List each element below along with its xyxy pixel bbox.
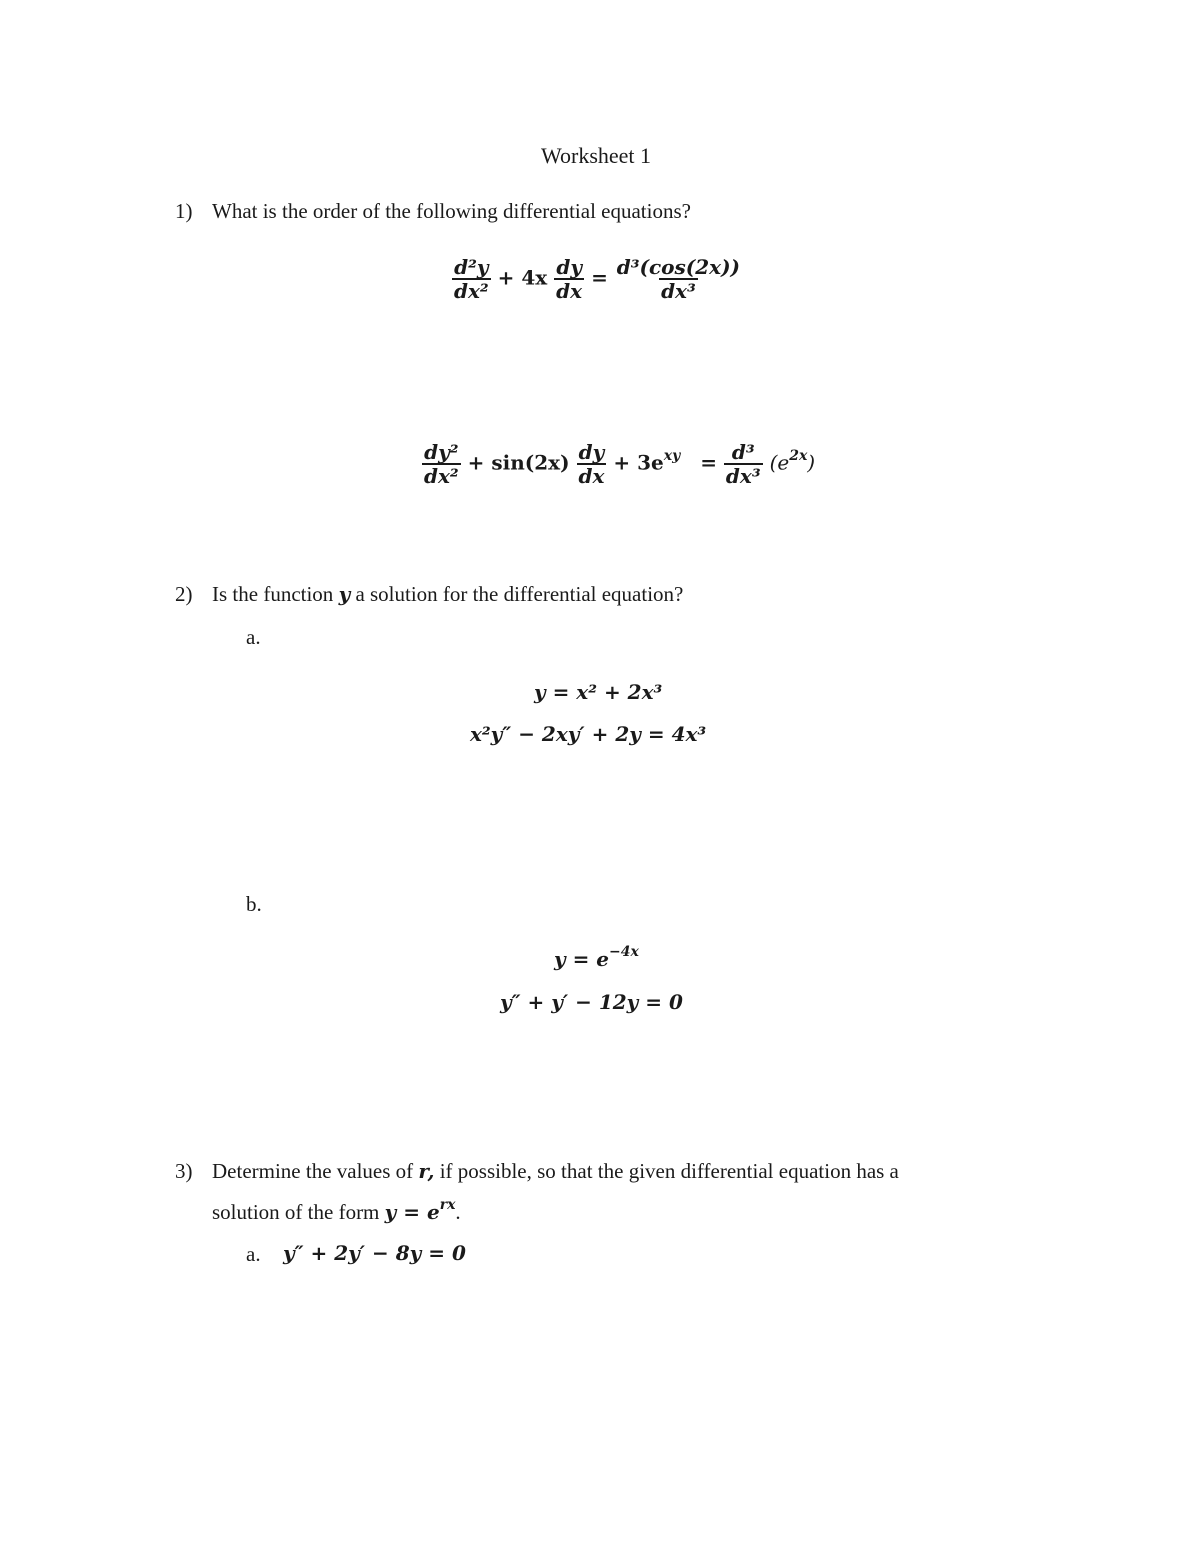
eq1-fraction-d2y-dx2: $\frac{\text{d²y}}{\text{dx²}}$ <box>454 255 489 303</box>
eq2-rhs-paren-close: ) <box>807 450 816 475</box>
question-1-text: What is the order of the following differential equations? <box>212 199 691 223</box>
eq2-plus-sin: + sin(2x) <box>467 450 570 475</box>
eq1-plus-4x: + 4x <box>497 265 548 290</box>
question-2-number: 2) <box>175 582 193 606</box>
question-3a-label: a. <box>246 1242 261 1266</box>
eq1-fraction-rhs: $\frac{\text{d³(cos(2x))}}{\text{dx³}}$ <box>616 255 741 303</box>
eq2-exp-power: xy <box>663 447 681 464</box>
question-3-number: 3) <box>175 1159 193 1183</box>
eq1-equals: = <box>591 265 608 290</box>
eq2-equals: = <box>700 450 717 475</box>
question-3-form: $y = e^{rx}$ <box>384 1197 456 1224</box>
question-3-line-1: Determine the values of r, if possible, so that the given differential equation has a <box>212 1159 899 1183</box>
question-2b-label: b. <box>246 892 262 916</box>
eq2-fraction-dy2-dx2: $\frac{\text{dy²}}{\text{dx²}}$ <box>424 440 459 488</box>
equation-2 <box>422 441 815 487</box>
question-1-number: 1) <box>175 199 193 223</box>
question-3-line-2: solution of the form $y = e^{rx}$. <box>212 1197 461 1224</box>
eq2-fraction-d3-dx3: $\frac{\text{d³}}{\text{dx³}}$ <box>725 440 761 488</box>
question-2a-equation-1: y = x² + 2x³ <box>534 680 663 704</box>
eq2-plus-3e: + 3e <box>613 450 664 475</box>
eq2-fraction-dy-dx: $\frac{dy}{dx}$ <box>578 440 605 488</box>
equation-1 <box>452 256 742 302</box>
question-2-text: Is the function y a solution for the differential equation? <box>212 582 684 606</box>
question-3a-equation: y″ + 2y′ − 8y = 0 <box>283 1241 466 1265</box>
question-2b-equation-1: $y = e^{-4x}$ <box>554 944 639 971</box>
question-2-var-y: y <box>338 582 351 606</box>
eq1-fraction-dy-dx: $\frac{dy}{dx}$ <box>556 255 583 303</box>
eq2-rhs-power: 2x <box>789 447 808 464</box>
question-2a-equation-2: x²y″ − 2xy′ + 2y = 4x³ <box>470 722 707 746</box>
eq2-rhs-paren-open: (e <box>769 450 790 475</box>
question-2a-label: a. <box>246 625 261 649</box>
question-2b-equation-2: y″ + y′ − 12y = 0 <box>500 990 683 1014</box>
page-title: Worksheet 1 <box>541 143 652 168</box>
question-3-var-r: r, <box>418 1159 435 1183</box>
